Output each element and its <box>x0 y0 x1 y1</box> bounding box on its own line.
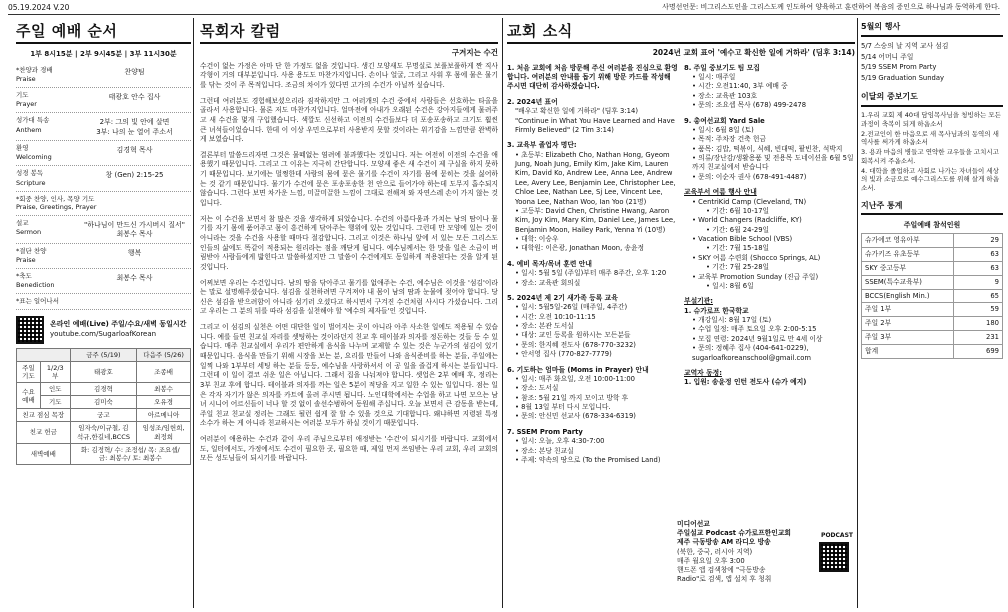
edu-event: • CentriKid Camp (Cleveland, TN) <box>692 198 855 207</box>
attendance-group: 주일 1부 <box>862 303 954 317</box>
korean-school-heading: 1. 슈가로프 한국학교 <box>684 306 749 315</box>
edu-event: • 기간: 7월 15-18일 <box>692 244 855 253</box>
news-item-details <box>507 437 678 465</box>
youtube-link[interactable]: youtube.com/SugarloafKorean <box>50 329 157 338</box>
news-item-heading: 1. 처음 교회에 처음 방문해 주신 여러분을 진심으로 환영합니다. 여러분의 안내를 돕기 위해 방문 카드를 작성해 주시면 대단히 감사하겠습니다. <box>507 63 678 91</box>
church-news-section <box>507 22 855 471</box>
attendance-group: BCCS(English Min.) <box>862 289 954 303</box>
order-item-label: 기도 Prayer <box>16 91 37 109</box>
church-news-subtitle: 2024년 교회 표어 '예수고 확신한 일에 거하라' (딤후 3:14) <box>652 47 855 57</box>
news-item-heading: 6. 기도하는 엄마들 (Moms in Prayer) 안내 <box>507 365 649 374</box>
column-paragraph: 여러분이 애용하는 수건과 같이 우리 주님으로부터 애정받는 '수건'이 되시기를 바랍니다. 교회에서도, 일터에서도, 가정에서도 수건이 필요한 곳, 필요한 때, 제일 먼저 쓰임받는 우리 교회, 우리 교회의 모든 성도님들이 되시기를 바랍니다. <box>200 435 498 463</box>
duty-row <box>17 443 191 464</box>
duty-cell: 임성조/임헌희, 최정희 <box>137 422 191 443</box>
korean-school-detail: • 수업 일정: 매주 토요일 오후 2:00-5:15 <box>692 325 855 334</box>
news-item-detail: • 고등부: David Chen, Christine Hwang, Aaron Kim, Joy Kim, Mary Kim, Daniel Lee, James Lee, Benjamin Moon, Hailey Park, Yenna Yi (10명) <box>515 207 678 235</box>
duty-cell: 친교 헌금 <box>17 422 71 443</box>
order-item-row <box>16 88 191 113</box>
news-item-details <box>684 126 855 182</box>
duty-cell: 최봉수 <box>137 383 191 396</box>
attendance-row <box>862 261 1003 275</box>
attendance-group: 슈가에코 영유아부 <box>862 233 954 247</box>
order-item-value: 행복 <box>127 248 142 257</box>
mission-statement: 사명선언문: 비그리스도인을 그리스도께 인도하여 양육하고 훈련하여 복음의 증인으로 하나님과 동역하게 한다. <box>662 3 1000 12</box>
edu-event: • SKY 여름 수련회 (Shocco Springs, AL) <box>692 254 855 263</box>
order-item-label: 설교 Sermon <box>16 218 42 236</box>
news-item-heading: 3. 교육부 졸업자 명단: <box>507 141 577 150</box>
duty-cell: 친교 점심 목장 <box>17 409 71 422</box>
attendance-count: 29 <box>954 233 1003 247</box>
news-item-heading: 7. SSEM Prom Party <box>507 427 583 436</box>
prayer-title: 이달의 중보기도 <box>861 92 1003 107</box>
media-mission-title: 미디어선교 <box>677 520 710 528</box>
news-item-detail: • 장소: 본관 도서실 <box>515 322 678 331</box>
news-item-details <box>684 73 855 111</box>
staff-news <box>684 369 855 388</box>
attendance-group: SSEM(특수교육부) <box>862 275 954 289</box>
sidebar-section <box>861 22 1003 359</box>
news-item-heading: 5. 2024년 제 2기 새가족 등록 교육 <box>507 293 618 302</box>
news-item-detail: • 주제: 약속의 땅으로 (To the Promised Land) <box>515 456 678 465</box>
top-bar <box>8 2 1000 15</box>
news-item-detail: • 목적: 주차장 건축 헌금 <box>692 135 855 144</box>
attendance-count: 59 <box>954 303 1003 317</box>
news-item-detail: • 대학: 이승우 <box>515 235 678 244</box>
news-item <box>507 294 678 360</box>
news-item-heading: 9. 총여선교회 Yard Sale <box>684 116 765 125</box>
affiliated-orgs <box>684 297 855 363</box>
column-paragraph: 수건이 없는 가정은 아마 단 한 가정도 없을 것입니다. 생긴 모양새도 무명실로 보풀보풀하게 짠 직사각형이 거의 대부분입니다. 사용 용도도 마찬가지입니다. 손이나 얼굴, 그리고 사워 후 몸에 물은 물기를 닦는 것이 주 목적입니다. 조금의 차이가 있다면 고가의 수건가 아닐까 싶습니다. <box>200 61 498 89</box>
duty-cell: 1/2/3 부 <box>40 361 70 382</box>
duty-header-this-week: 금주 (5/19) <box>70 348 137 361</box>
media-line: 핸드폰 앱 검색창에 "극동방송 <box>677 565 766 574</box>
podcast-label: PODCAST <box>821 532 853 539</box>
news-item-detail: • 장소: 도서실 <box>515 384 678 393</box>
attendance-row <box>862 247 1003 261</box>
pastor-column-body <box>200 62 498 464</box>
attendance-group: 슈가키즈 유초등부 <box>862 247 954 261</box>
order-item-value: 찬양팀 <box>124 68 145 77</box>
column-paragraph: 어찌보면 우리는 수건입니다. 남의 땀을 닦아주고 물기를 없애주는 수건, 예수님은 이것을 '섬김'이라는 말로 설명해주셨습니다. 섬김을 실천하려면 구겨져야 내 몸이 남의 땀과 눈물에 젖어야 합니다. 당신은 섬김을 받으려함이 아니라 섬기러 오셨다고 하시면서 구겨진 수건처럼 사시다 가셨습니다. 그리고 우리는 그 분의 뒤를 따라 섬김을 실천해야 할 '예수의 제자들'인 것입니다. <box>200 278 498 316</box>
duty-cell: 화: 김정혁/ 수: 조정섭/ 목: 조요셉/ 금: 최봉수/ 토: 최봉수 <box>70 443 190 464</box>
order-item-value: 최봉수 목사 <box>116 273 153 282</box>
news-item <box>507 98 678 136</box>
staff-news-item: 1. 입원: 송윤정 인턴 전도사 (슈가 예지) <box>684 378 807 387</box>
duty-cell: 김경혁 <box>70 383 137 396</box>
event-item: 5/14 어머니 주일 <box>861 52 914 61</box>
column-paragraph: 그런데 여러분도 경험해보셨으리라 짐작하지만 그 여러개의 수건 중에서 사람들은 선호하는 타올을 골라서 사용합니다. 물론 저도 마찬가지입니다. 얼마전에 아내가 오래된 수건은 강아지들에게 물려주고 새 수건을 몇개 구입했습니다. 색깔도 신선하고 이전의 수건들보다 더 포송포송하고 크기도 훨씬 큰 녀석들이었습니다. 한데 이 이상 우민으로부터 사용받지 못할 것이라는 위기감을 느낌만큼 완벽하게 보였습니다. <box>200 96 498 144</box>
order-item-row <box>16 269 191 294</box>
duty-row <box>17 422 191 443</box>
attendance-group: 주일 2부 <box>862 317 954 331</box>
korean-school-detail: • 문의: 정혜주 집사 (404-641-0229), sugarloafkoreanschool@gmail.com <box>692 344 855 363</box>
events-title: 5월의 행사 <box>861 22 1003 37</box>
news-item-detail: • 8월 13일 부터 다시 모입니다. <box>515 403 678 412</box>
event-item: 5/19 Graduation Sunday <box>861 74 945 83</box>
edu-event: • 기간: 6월 24-29일 <box>692 226 855 235</box>
media-line: 매주 월요일 오후 3:00 <box>677 556 745 565</box>
edu-summer-events <box>684 188 855 291</box>
attendance-row <box>862 289 1003 303</box>
news-item-details <box>507 107 678 135</box>
column-paragraph: 저는 이 수건을 보면서 참 많은 것을 생각하게 되었습니다. 수건의 아름다움과 가치는 남의 땀이나 물기를 자기 몸에 품어주고 몸이 흥건하게 닦아주는 행위에 있는 것입니다. 그런데 만 모양에 있는 것이 아니라는 것을 수건을 사용할 때마다 절감합니다. 그리고 이것은 하나님 앞에 서 있는 모든 그리스도인들의 삶에도 똑같이 적용되는 원리라는 점을 깨닫게 됩니다. 예수님께서는 한 맛을 일은 소금이 버림받아 사람들에게 밟힌다고 말씀하셨지만 그 말씀이 수건에게도 동일하게 적용된다는 것을 알게 된 것입니다. <box>200 214 498 271</box>
pastor-column-title: 목회자 칼럼 <box>200 22 498 44</box>
attendance-row <box>862 303 1003 317</box>
news-item <box>507 64 678 92</box>
attendance-count: 231 <box>954 331 1003 345</box>
standing-note: *표는 일어나서 <box>16 294 191 310</box>
duty-cell: 태광호 <box>70 361 137 382</box>
order-item-row <box>16 244 191 269</box>
attendance-count: 65 <box>954 289 1003 303</box>
order-item-row <box>16 113 191 141</box>
news-item-detail: • 일시: 매주일 <box>692 73 855 82</box>
edu-event: • 기간: 7월 25-28일 <box>692 263 855 272</box>
media-line: (북한, 중국, 러시아 지역) <box>677 547 753 556</box>
edu-event: • 기간: 6월 10-17일 <box>692 207 855 216</box>
attendance-count: 180 <box>954 317 1003 331</box>
news-item <box>507 366 678 422</box>
attendance-row <box>862 317 1003 331</box>
news-item-detail: • 일시: 오늘, 오후 4:30-7:00 <box>515 437 678 446</box>
duty-cell: 조종배 <box>137 361 191 382</box>
news-item-detail: "배우고 확신한 일에 거하라" (딤후 3:14) <box>515 107 638 116</box>
media-mission <box>677 520 855 584</box>
news-item <box>684 64 855 111</box>
news-item-detail: • 대학원: 이은광, Jonathan Moon, 송윤정 <box>515 244 678 253</box>
korean-school-detail: • 모집 연령: 2024년 9월1일로 만 4세 이상 <box>692 335 855 344</box>
attendance-row <box>862 345 1003 359</box>
news-item-detail: • 초등부: Elizabeth Cho, Nathan Hong, Gyeom Jung, Noah Jung, Emily Kim, Jake Kim, Lauren Kim, David Ko, Andrew Lee, Anna Lee, Andrew Lee, Avery Lee, Benjamin Lee, Christopher Lee, Chloe Lee, Nathan Lee, Sj Lee, Vincent Lee, Yoona Lee, Nathan Woo, Ian Yoo (21명) <box>515 151 678 207</box>
order-item-row <box>16 216 191 244</box>
order-item-row <box>16 141 191 166</box>
stats-title: 지난주 통계 <box>861 201 1003 216</box>
news-item-heading: 2. 2024년 표어 <box>507 97 558 106</box>
duty-cell: 궁고 <box>70 409 137 422</box>
podcast-qr-icon[interactable] <box>819 542 849 572</box>
news-item-detail: • 의류/장난감/생활용품 및 전용목 도네이션을 6월 5일까지 친교실에서 받습니다 <box>692 154 855 173</box>
news-item-detail: • 문의: 한지혜 전도사 (678-770-3232) <box>515 341 678 350</box>
affiliated-orgs-title: 부설기관: <box>684 297 713 306</box>
congregation-praise-note: *회중 찬양, 인사, 목양 기도 Praise, Greetings, Prayer <box>16 192 191 216</box>
duty-row <box>17 361 191 382</box>
order-item-label: *찬양과 경배 Praise <box>16 66 53 84</box>
column-divider <box>193 18 194 608</box>
qr-code-icon[interactable] <box>16 316 44 344</box>
news-item-detail: • 문의: 안신민 선교사 (678-334-6319) <box>515 412 678 421</box>
news-item <box>507 428 678 466</box>
prayer-item: 4. 대학을 졸업하고 사회로 나가는 자녀들이 세상의 빛과 소금으로 예수그리스도를 위해 살게 하옵소서. <box>861 166 999 193</box>
news-item <box>507 260 678 288</box>
duty-cell: 수요 예배 <box>17 383 41 409</box>
duty-cell: 인도 <box>40 383 70 396</box>
duty-cell: 새벽예배 <box>17 443 71 464</box>
order-item-value: 창 (Gen) 2:15-25 <box>105 171 164 180</box>
prayer-item: 3. 용과 마음의 병들고 연약한 교우들을 고치시고 회복시켜 주옵소서. <box>861 148 999 165</box>
news-item-detail: • 시간: 오전11:40, 3부 예배 중 <box>692 82 855 91</box>
edu-event: • World Changers (Radcliffe, KY) <box>692 216 855 225</box>
duty-header-blank <box>17 348 71 361</box>
media-line: 제주 극동방송 AM 라디오 방송 <box>677 538 771 547</box>
edu-event: • 교육부 Promotion Sunday (진급 주일) <box>692 273 855 282</box>
order-item-value: 김경혁 목사 <box>116 146 153 155</box>
edu-event: • 일시: 8월 6일 <box>692 282 855 291</box>
attendance-count: 63 <box>954 261 1003 275</box>
news-item-detail: • 일시: 5월5일-26일 (매주일, 4주간) <box>515 303 678 312</box>
staff-news-title: 교역자 동정: <box>684 368 722 377</box>
attendance-count: 63 <box>954 247 1003 261</box>
duty-cell: 오유경 <box>137 396 191 409</box>
media-line: Radio"로 검색, 앱 설치 후 청취 <box>677 575 772 584</box>
news-item-detail: • 문의: 조요셉 목사 (678) 499-2478 <box>692 101 855 110</box>
duty-cell: 주일 기도 <box>17 361 41 382</box>
order-item-label: *축도 Benediction <box>16 271 55 289</box>
pastor-column-subtitle: 구겨지는 수건 <box>451 47 498 57</box>
duty-cell: 김미숙 <box>70 396 137 409</box>
column-divider <box>502 18 503 608</box>
duty-row <box>17 383 191 396</box>
news-item-detail: • 시간: 오전 10:10-11:15 <box>515 313 678 322</box>
news-item-heading: 8. 주일 중보기도 팀 모집 <box>684 63 760 72</box>
news-item-detail: • 안서영 집사 (770-827-7779) <box>515 350 678 359</box>
attendance-row <box>862 233 1003 247</box>
edu-summer-title: 교육부서 여름 행사 안내 <box>684 188 757 197</box>
pastor-column-section <box>200 22 498 470</box>
order-item-value: 2부: 그의 빛 안에 살면 3부: 나의 눈 열어 주소서 <box>96 118 173 136</box>
attendance-count: 699 <box>954 345 1003 359</box>
bulletin-date: 05.19.2024 V.20 <box>8 3 70 13</box>
news-item-detail: • 일시: 6월 8일 (토) <box>692 126 855 135</box>
event-item: 5/7 스승의 날 지역 교사 섬김 <box>861 41 949 50</box>
news-item-detail: • 장소: 본당 친교실 <box>515 447 678 456</box>
attendance-count: 9 <box>954 275 1003 289</box>
duty-row <box>17 396 191 409</box>
order-item-row <box>16 63 191 88</box>
order-item-value: "하나님이 만드신 가시버시 질서" 최봉수 목사 <box>83 220 186 239</box>
attendance-group: SKY 중고등부 <box>862 261 954 275</box>
attendance-title: 주일예배 참석인원 <box>903 221 961 230</box>
attendance-table <box>861 233 1003 360</box>
order-item-label: 환영 Welcoming <box>16 144 52 162</box>
news-item-details <box>507 269 678 288</box>
korean-school-detail: • 개강일시: 8월 17일 (토) <box>692 316 855 325</box>
media-line: 주일설교 Podcast 슈가로프한인교회 <box>677 529 791 538</box>
church-news-title: 교회 소식 <box>507 22 855 44</box>
news-item-heading: 4. 예비 목자/목녀 훈련 안내 <box>507 259 592 268</box>
news-item-detail: • 문의: 이순자 권사 (678-491-4487) <box>692 173 855 182</box>
duty-cell: 아르메니아 <box>137 409 191 422</box>
attendance-row <box>862 331 1003 345</box>
attendance-group: 주일 3부 <box>862 331 954 345</box>
prayer-item: 1.우리 교회 제 40대 담임목사님을 청빙하는 모든 과정이 축복이 되게 하옵소서 <box>861 110 1001 128</box>
news-item-detail: • 장소: 교육관 회의실 <box>515 279 678 288</box>
news-item-detail: • 품목: 김밥, 떡볶이, 식혜, 빈대떡, 팥빈찬, 석박지 <box>692 145 855 154</box>
duty-table <box>16 348 191 465</box>
worship-order-title: 주일 예배 순서 <box>16 22 191 44</box>
news-item-details <box>507 151 678 254</box>
online-worship <box>16 316 191 344</box>
event-item: 5/19 SSEM Prom Party <box>861 63 937 72</box>
news-item-detail: • 장소: 교육관 103호 <box>692 92 855 101</box>
column-divider <box>857 18 858 608</box>
service-times: 1부 8시15분 | 2부 9시45분 | 3부 11시30분 <box>30 49 177 58</box>
order-item-label: *결단 찬양 Praise <box>16 246 47 264</box>
attendance-row <box>862 275 1003 289</box>
order-item-value: 태광호 안수 집사 <box>108 93 161 102</box>
column-paragraph: 그리고 이 섬김의 실천은 어떤 대단한 일이 벌어지는 곳이 아니라 아주 사소한 일에도 적용될 수 있습니다. 예를 들면 친교실 자리를 셋팅하는 것이라던지 친교 후 테이블과 의자를 정돈하는 것들 등 수 있습니다. 매주 친교실에서 우리가 편안하게 음식을 나누며 교제할 수 있는 것은 누군가의 섬김이 있기 때문입니다. 음식을 만들기 위해 시장을 보는 분, 요리를 만들어 나와 음식준비를 하는 분들, 주일에는 일찍 나와 1부부터 세팅 하는 분들 등등, 예수님을 사랑하셔서 이 공 일을 즐겁게 하시는 분들입니다. 그런데 이 일이 결코 쉬운 일은 아닙니다. 그래서 집을 나눠져야 합니다. 셋업은 2부 예배 후, 정리는 3부 친교 후에 합니다. 테이블과 의자를 까는 일은 5분이 적당을 지고 일한 수 있는 일입니다. 점는 일은 각자 자기가 않은 의자를 카트에 올려 주시면 됩니다. 노인대학에서는 수업을 하고 나면 모으는 남녀 시니어 어르신들이 너나 할 것 없이 솔선수범하여 동원해 주십니다. 오늘 보면서 큰 감동을 받는데, 주일 친교 친교실 정리는 그래도 될런 쉽게 잘 할 수 있을 것으로 기대합니다. 왜냐하면 지령된 특정 소수가 하는 게 아니라 친교하시는 여러분 모두가 하실 것이기 때문입니다. <box>200 323 498 428</box>
news-item <box>507 141 678 254</box>
duty-cell: 기도 <box>40 396 70 409</box>
order-item-label: 성가대 특송 Anthem <box>16 116 50 134</box>
prayer-item: 2.전교인이 한 마음으로 새 목사님과의 동역의 새역사를 써가게 하옵소서 <box>861 129 999 147</box>
online-worship-title: 온라인 예배(Live) 주일/수요/새벽 동일시간 <box>50 320 187 329</box>
news-item-detail: "Continue in What You Have Learned and Have Firmly Believed" (2 Tim 3:14) <box>515 116 675 134</box>
news-item-detail: • 참조: 5월 21일 까지 모이고 방학 후 <box>515 394 678 403</box>
duty-row <box>17 409 191 422</box>
duty-header-next-week: 다음주 (5/26) <box>137 348 191 361</box>
news-item <box>684 117 855 183</box>
duty-cell: 임자숙/이규철, 김 석규,한길네,BCCS <box>70 422 137 443</box>
column-paragraph: 결론부터 말씀드리자면 그것은 물떼없는 염려에 불과했다는 것입니다. 저는 여전히 이전의 수건을 애용했기 때문입니다. 그리고 그 이유는 지극히 간단합니다. 모양새 좋은 새 수건이 제 구실을 하지 못하기 때문입니다. 보기에는 멀쩡한데 사람의 몸에 묻은 물기를 수건이 자기를 몸에 묻히는 것을 싫어하는 것 같기 때문입니다. 물기가 수건에 묻은 포송포송한 천 안으로 들어가야 하는데 도무지 흡수되지 않습니다. 그런다 보면 차가운 느낌, 미끌미끌한 느낌이 그대로 전해져 와 자연스레 손이 가지 않는 것입니다. <box>200 150 498 208</box>
order-item-label: 성경 봉독 Scripture <box>16 169 46 187</box>
attendance-group: 합계 <box>862 345 954 359</box>
news-item-details <box>507 303 678 359</box>
worship-order-section <box>16 22 191 465</box>
news-item-details <box>507 375 678 422</box>
news-item-detail: • 대상: 교인 등록을 원하시는 모든분들 <box>515 331 678 340</box>
news-item-detail: • 일시: 5월 5일 (주일)부터 매주 8주간, 오후 1:20 <box>515 269 678 278</box>
edu-event: • Vacation Bible School (VBS) <box>692 235 855 244</box>
order-item-row <box>16 166 191 191</box>
news-item-detail: • 일시: 매주 화요일, 오전 10:00-11:00 <box>515 375 678 384</box>
